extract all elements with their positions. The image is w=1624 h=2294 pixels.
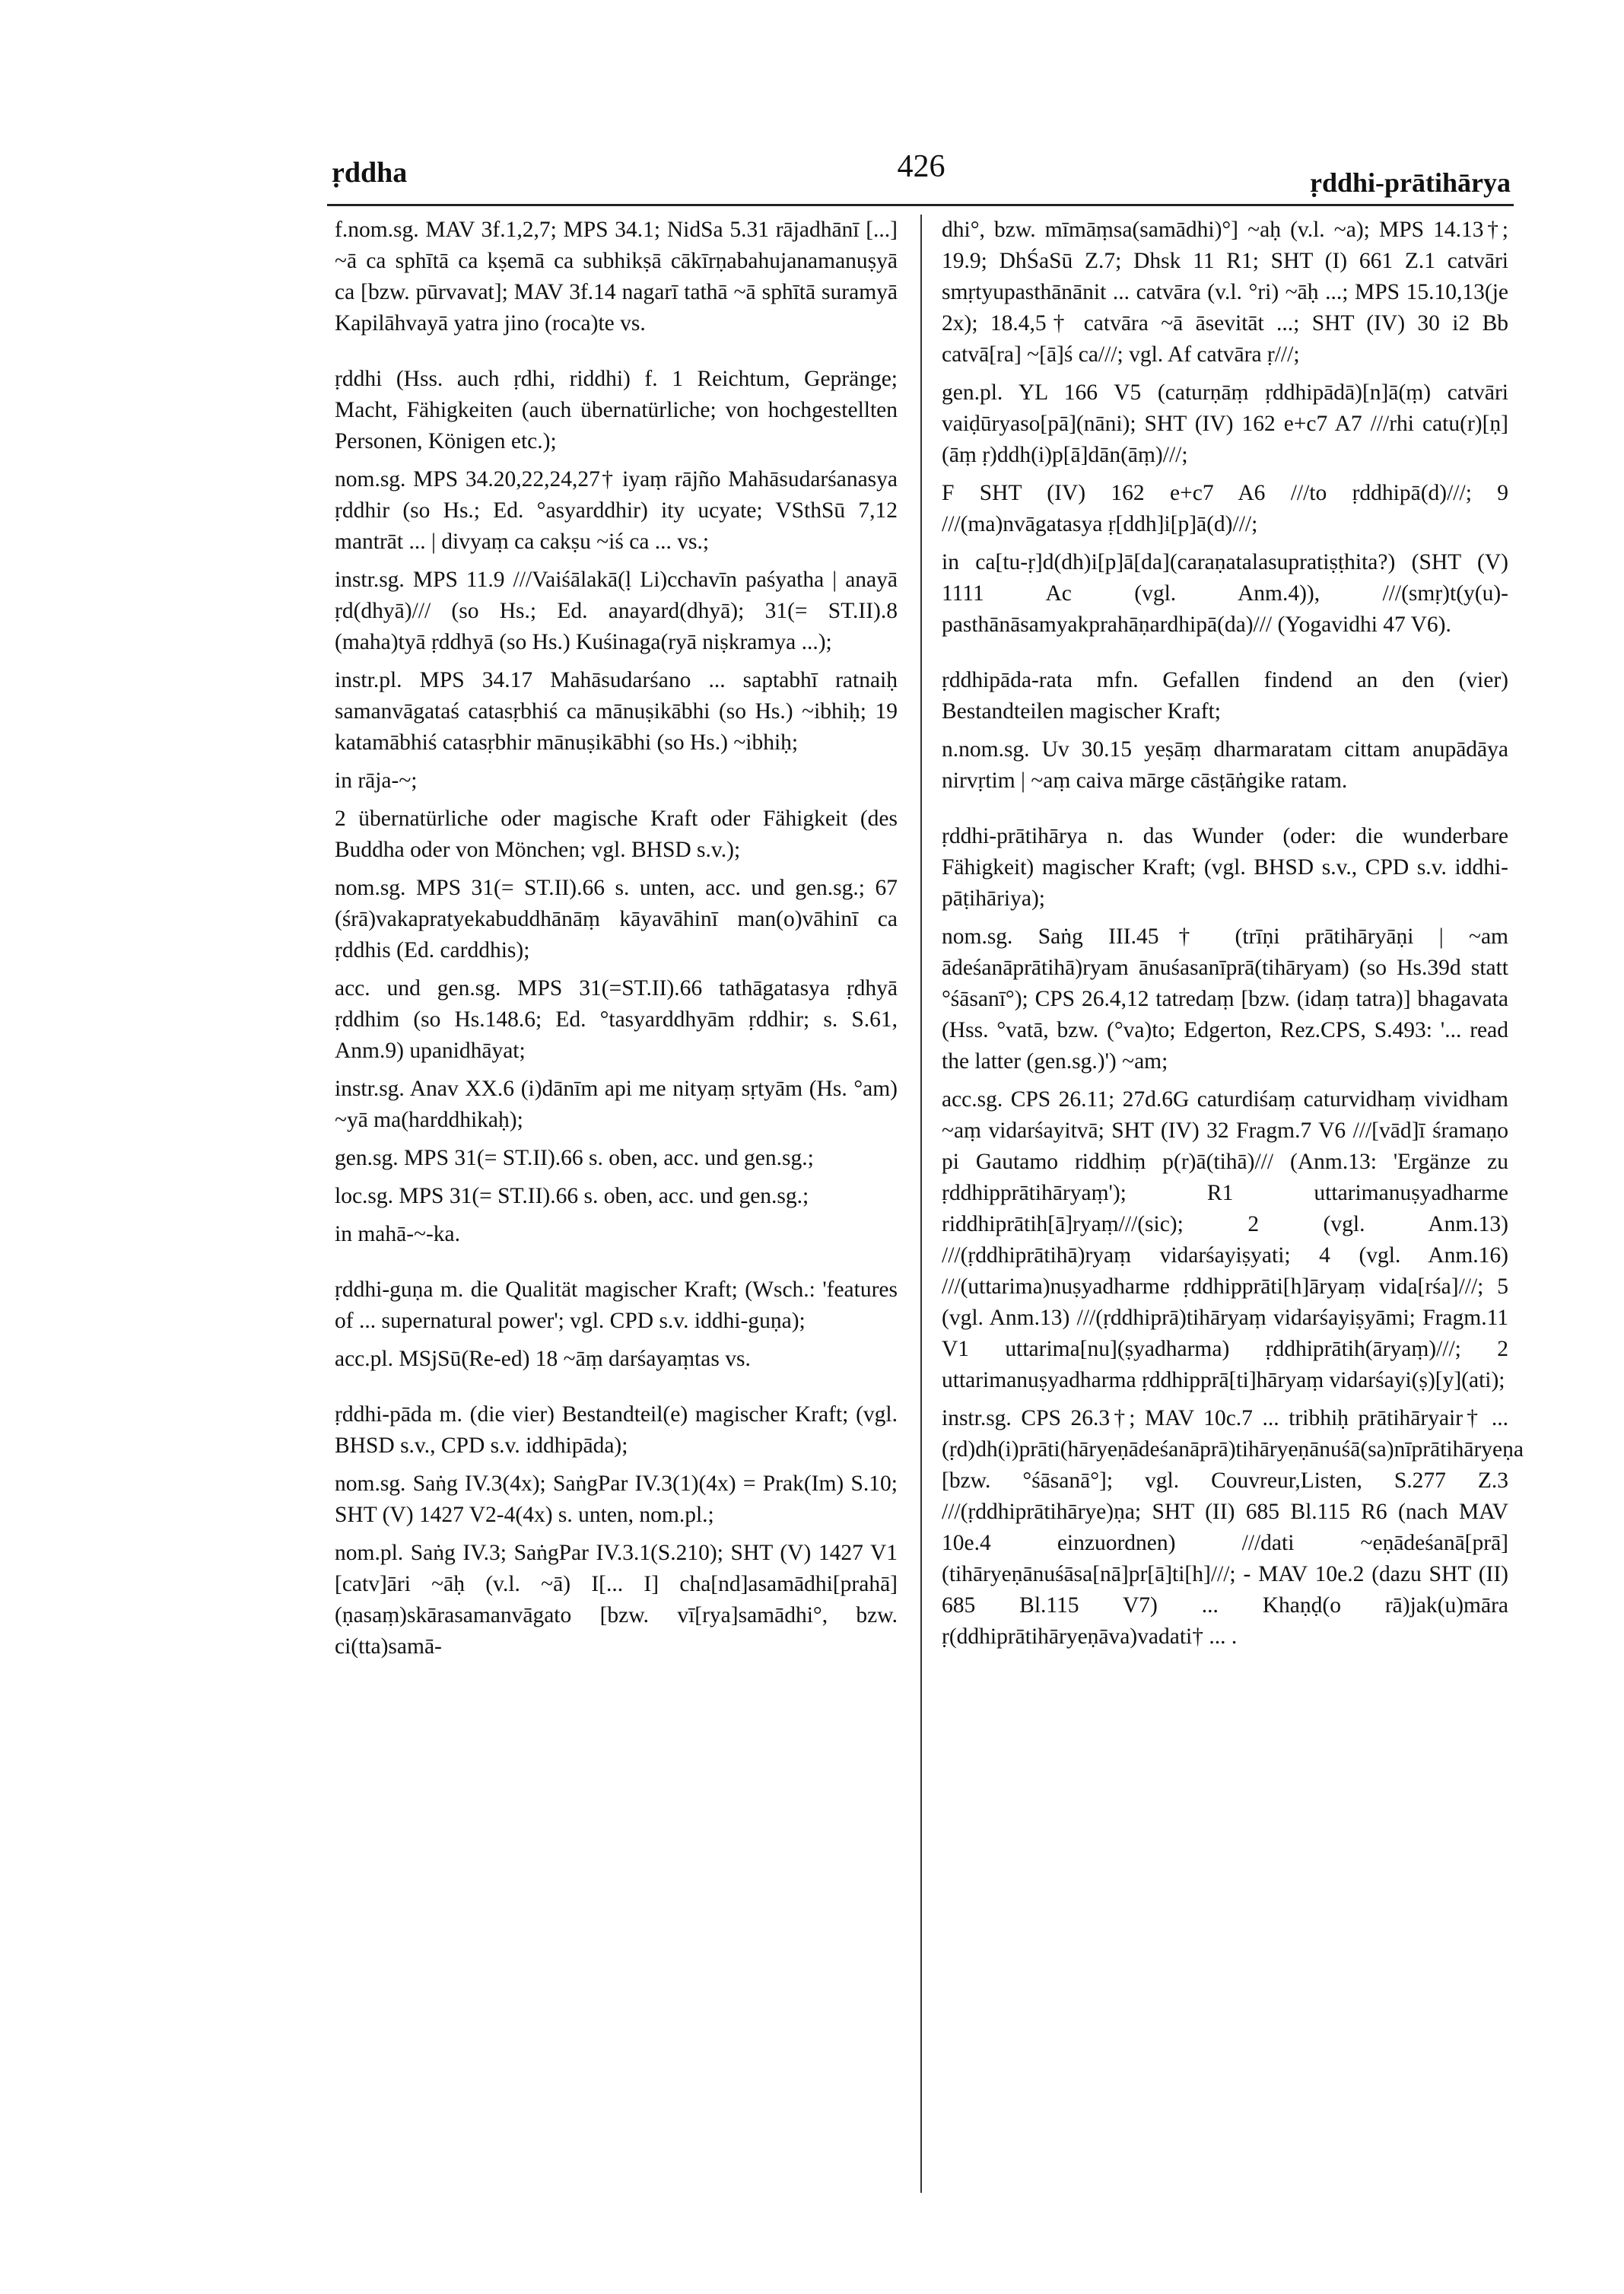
dictionary-entry-block: ṛddhi (Hss. auch ṛdhi, riddhi) f. 1 Reichtum, Gepränge; Macht, Fähigkeiten (auch übernatürliche; von hochgestellten Personen, Königen etc.); (335, 367, 898, 453)
dictionary-entry-block: instr.sg. CPS 26.3†; MAV 10c.7 ... tribhiḥ prātihāryair† ... (ṛd)dh(i)prāti(hāryeṇādeśanāprā)tihāryeṇānuśā(sa)nīprātihāryeṇa [bzw. °śāsanā°]; vgl. Couvreur,Listen, S.277 Z.3 ///(ṛddhiprātihārye)ṇa; SHT (II) 685 Bl.115 R6 (nach MAV 10e.4 einzuordnen) ///dati ~eṇādeśanā[prā](tihāryeṇānuśāsa[nā]pr[ā]ti[h]///; - MAV 10e.2 (dazu SHT (II) 685 Bl.115 V7) ... Khaṇḍ(o rā)jak(u)māra ṛ(ddhiprātihāryeṇāva)vadati† ... . (942, 1406, 1524, 1649)
column-divider (920, 215, 922, 2193)
dictionary-entry-block: nom.sg. MPS 31(= ST.II).66 s. unten, acc. und gen.sg.; 67 (śrā)vakapratyekabuddhānāṃ kāyavāhinī man(o)vāhinī ca ṛddhis (Ed. carddhis); (335, 876, 898, 962)
dictionary-entry-block: nom.sg. Saṅg III.45† (trīṇi prātihāryāṇi | ~am ādeśanāprātihā)ryam ānuśasanīprā(tihāryam) (so Hs.39d statt °śāsanī°); CPS 26.4,12 tatredaṃ [bzw. (idaṃ tatra)] bhagavata (Hss. °vatā, bzw. (°va)to; Edgerton, Rez.CPS, S.493: '... read the latter (gen.sg.)') ~am; (942, 924, 1508, 1074)
dictionary-entry-block: instr.pl. MPS 34.17 Mahāsudarśano ... saptabhī ratnaiḥ samanvāgataś catasṛbhiś ca mānuṣikābhi (so Hs.) ~ibhiḥ; 19 katamābhiś catasṛbhir mānuṣikābhi (so Hs.) ~ibhiḥ; (335, 668, 898, 755)
dictionary-entry-block: gen.sg. MPS 31(= ST.II).66 s. oben, acc. und gen.sg.; (335, 1146, 814, 1170)
dictionary-entry-block: acc.sg. CPS 26.11; 27d.6G caturdiśaṃ caturvidhaṃ vividham ~aṃ vidarśayitvā; SHT (IV) 32 Fragm.7 V6 ///[vād]ī śramaṇo pi Gautamo riddhiṃ p(r)ā(tihā)/// (Anm.13: 'Ergänze zu ṛddhipprātihāryaṃ'); R1 uttarimanuṣyadharme riddhiprātih[ā]ryaṃ///(sic); 2 (vgl. Anm.13) ///(ṛddhiprātihā)ryaṃ vidarśayiṣyati; 4 (vgl. Anm.16) ///(uttarima)nuṣyadharme ṛddhipprāti[h]āryaṃ vida[rśa]///; 5 (vgl. Anm.13) ///(ṛddhiprā)tihāryaṃ vidarśayiṣyāmi; Fragm.11 V1 uttarima[nu](ṣyadharma) ṛddhiprātih(āryaṃ)///; 2 uttarimanuṣyadharma ṛddhipprā[ti]hāryaṃ vidarśayi(ṣ)[y](ati); (942, 1087, 1508, 1392)
dictionary-entry-block: instr.sg. Anav XX.6 (i)dānīm api me nityaṃ sṛtyām (Hs. °am) ~yā ma(harddhikaḥ); (335, 1077, 898, 1132)
dictionary-entry-block: acc. und gen.sg. MPS 31(=ST.II).66 tathāgatasya ṛdhyā ṛddhim (so Hs.148.6; Ed. °tasyarddhyām ṛddhir; s. S.61, Anm.9) upanidhāyat; (335, 976, 898, 1063)
dictionary-entry-block: nom.pl. Saṅg IV.3; SaṅgPar IV.3.1(S.210); SHT (V) 1427 V1 [catv]āri ~āḥ (v.l. ~ā) I[... I] cha[nd]asamādhi[prahā](ṇasaṃ)skārasamanvāgato [bzw. vī[rya]samādhi°, bzw. ci(tta)samā- (335, 1541, 898, 1659)
left-column (335, 215, 898, 1669)
dictionary-entry-block: loc.sg. MPS 31(= ST.II).66 s. oben, acc. und gen.sg.; (335, 1184, 809, 1208)
dictionary-entry-block: nom.sg. Saṅg IV.3(4x); SaṅgPar IV.3(1)(4x) = Prak(Im) S.10; SHT (V) 1427 V2-4(4x) s. unten, nom.pl.; (335, 1472, 898, 1527)
page-number: 426 (897, 149, 945, 184)
dictionary-entry-block: in rāja-~; (335, 768, 418, 793)
dictionary-entry-block: gen.pl. YL 166 V5 (caturṇāṃ ṛddhipādā)[n]ā(ṃ) catvāri vaiḍūryaso[pā](nāni); SHT (IV) 162 e+c7 A7 ///rhi catu(r)[ṇ](āṃ ṛ)ddh(i)p[ā]dān(āṃ)///; (942, 380, 1508, 467)
dictionary-entry-block: in mahā-~-ka. (335, 1222, 461, 1246)
dictionary-entry-block: acc.pl. MSjSū(Re-ed) 18 ~āṃ darśayaṃtas vs. (335, 1347, 751, 1371)
dictionary-entry-block: n.nom.sg. Uv 30.15 yeṣāṃ dharmaratam cittam anupādāya nirvṛtim | ~aṃ caiva mārge cāsṭāṅgike ratam. (942, 737, 1508, 793)
dictionary-entry-block: instr.sg. MPS 11.9 ///Vaiśālakā(ḷ Li)cchavīn paśyatha | anayā ṛd(dhyā)/// (so Hs.; Ed. anayard(dhyā); 31(= ST.II).8 (maha)tyā ṛddhyā (so Hs.) Kuśinaga(ryā niṣkramya ...); (335, 568, 898, 654)
dictionary-entry-block: dhi°, bzw. mīmāṃsa(samādhi)°] ~aḥ (v.l. ~a); MPS 14.13†; 19.9; DhŚaSū Z.7; Dhsk 11 R1; SHT (I) 661 Z.1 catvāri smṛtyupasthānānit ... catvāra (v.l. °ri) ~āḥ ...; MPS 15.10,13(je 2x); 18.4,5† catvāra ~ā āsevitāt ...; SHT (IV) 30 i2 Bb catvā[ra] ~[ā]ś ca///; vgl. Af catvāra ṛ///; (942, 218, 1508, 367)
dictionary-entry-block: ṛddhipāda-rata mfn. Gefallen findend an den (vier) Bestandteilen magischer Kraft; (942, 668, 1508, 724)
dictionary-entry-block: ṛddhi-guṇa m. die Qualität magischer Kraft; (Wsch.: 'features of ... supernatural power'; vgl. CPD s.v. iddhi-guṇa); (335, 1277, 898, 1333)
header-right-headword: ṛddhi-prātihārya (1309, 167, 1511, 198)
dictionary-entry-block: F SHT (IV) 162 e+c7 A6 ///to ṛddhipā(d)///; 9 ///(ma)nvāgatasya ṛ[ddh]i[p]ā(d)///; (942, 481, 1508, 536)
right-column (942, 215, 1524, 1659)
dictionary-entry-block: in ca[tu-ṛ]d(dh)i[p]ā[da](caraṇatalasupratiṣṭhita?) (SHT (V) 1111 Ac (vgl. Anm.4)), ///(smṛ)t(y(u)-pasthānāsamyakprahāṇardhipā(da)/// (Yogavidhi 47 V6). (942, 550, 1508, 637)
dictionary-entry-block: 2 übernatürliche oder magische Kraft oder Fähigkeit (des Buddha oder von Mönchen; vgl. BHSD s.v.); (335, 807, 898, 862)
dictionary-entry-block: f.nom.sg. MAV 3f.1,2,7; MPS 34.1; NidSa 5.31 rājadhānī [...] ~ā ca sphītā ca kṣemā ca subhikṣā cākīrṇabahujanamanuṣyā ca [bzw. pūrvavat]; MAV 3f.14 nagarī tathā ~ā sphītā suramyā Kapilāhvayā yatra jino (roca)te vs. (335, 218, 898, 336)
page-header (332, 148, 1511, 202)
header-left-headword: ṛddha (332, 157, 408, 189)
dictionary-entry-block: ṛddhi-prātihārya n. das Wunder (oder: die wunderbare Fähigkeit) magischer Kraft; (vgl. BHSD s.v., CPD s.v. iddhi-pāṭihāriya); (942, 824, 1508, 911)
dictionary-entry-block: nom.sg. MPS 34.20,22,24,27† iyaṃ rājño Mahāsudarśanasya ṛddhir (so Hs.; Ed. °asyarddhir) ity ucyate; VSthSū 7,12 mantrāt ... | divyaṃ ca cakṣu ~iś ca ... vs.; (335, 467, 898, 554)
dictionary-entry-block: ṛddhi-pāda m. (die vier) Bestandteil(e) magischer Kraft; (vgl. BHSD s.v., CPD s.v. iddhipāda); (335, 1402, 898, 1458)
header-rule (327, 204, 1514, 206)
